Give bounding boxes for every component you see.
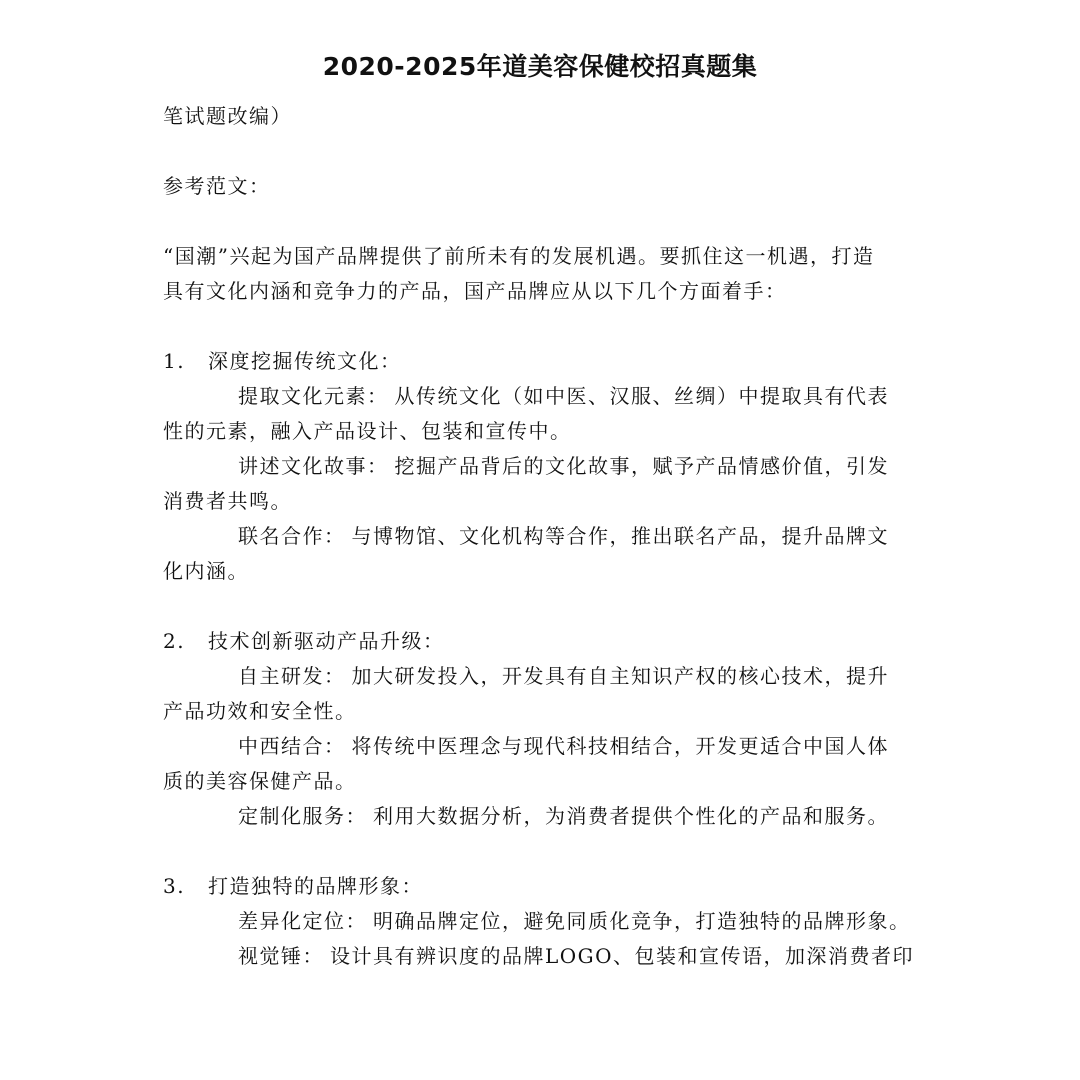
document-title: 2020-2025年道美容保健校招真题集	[322, 52, 758, 81]
text-line: 质的美容保健产品。	[163, 769, 357, 793]
text-line: 性的元素，融入产品设计、包装和宣传中。	[163, 419, 572, 443]
section-title: 技术创新驱动产品升级：	[208, 629, 445, 653]
text-line	[163, 729, 923, 764]
text-line: 笔试题改编）	[163, 104, 292, 128]
section-title: 深度挖掘传统文化：	[208, 349, 402, 373]
section-heading	[163, 624, 923, 659]
text-line	[163, 379, 923, 414]
text-line: 产品功效和安全性。	[163, 699, 357, 723]
blank-line	[163, 134, 923, 169]
text-line: 消费者共鸣。	[163, 489, 292, 513]
section-heading	[163, 344, 923, 379]
item-text: 明确品牌定位，避免同质化竞争，打造独特的品牌形象。	[373, 909, 911, 933]
blank-line	[163, 834, 923, 869]
item-key: 讲述文化故事：	[238, 454, 389, 478]
text-line	[163, 939, 923, 974]
text-line	[163, 659, 923, 694]
item-key: 差异化定位：	[238, 909, 367, 933]
section-number: 1.	[163, 349, 186, 373]
document-body	[163, 99, 923, 974]
text-line: 参考范文：	[163, 174, 271, 198]
blank-line	[163, 204, 923, 239]
item-text: 挖掘产品背后的文化故事，赋予产品情感价值，引发	[394, 454, 889, 478]
text-line: “国潮”兴起为国产品牌提供了前所未有的发展机遇。要抓住这一机遇，打造	[163, 244, 875, 268]
item-text: 从传统文化（如中医、汉服、丝绸）中提取具有代表	[394, 384, 889, 408]
section-number: 3.	[163, 874, 186, 898]
text-line	[163, 519, 923, 554]
text-line	[163, 449, 923, 484]
blank-line	[163, 589, 923, 624]
blank-line	[163, 309, 923, 344]
text-line	[163, 799, 923, 834]
text-line: 化内涵。	[163, 559, 249, 583]
section-heading	[163, 869, 923, 904]
item-key: 中西结合：	[238, 734, 346, 758]
text-line: 具有文化内涵和竞争力的产品，国产品牌应从以下几个方面着手：	[163, 279, 787, 303]
item-key: 提取文化元素：	[238, 384, 389, 408]
section-number: 2.	[163, 629, 186, 653]
item-text: 设计具有辨识度的品牌LOGO、包装和宣传语，加深消费者印	[330, 944, 915, 968]
item-key: 视觉锤：	[238, 944, 324, 968]
item-key: 自主研发：	[238, 664, 346, 688]
section-title: 打造独特的品牌形象：	[208, 874, 423, 898]
item-text: 与博物馆、文化机构等合作，推出联名产品，提升品牌文	[351, 524, 889, 548]
item-key: 联名合作：	[238, 524, 346, 548]
item-text: 利用大数据分析，为消费者提供个性化的产品和服务。	[373, 804, 889, 828]
text-line	[163, 904, 923, 939]
item-text: 将传统中医理念与现代科技相结合，开发更适合中国人体	[351, 734, 889, 758]
item-key: 定制化服务：	[238, 804, 367, 828]
item-text: 加大研发投入，开发具有自主知识产权的核心技术，提升	[351, 664, 889, 688]
